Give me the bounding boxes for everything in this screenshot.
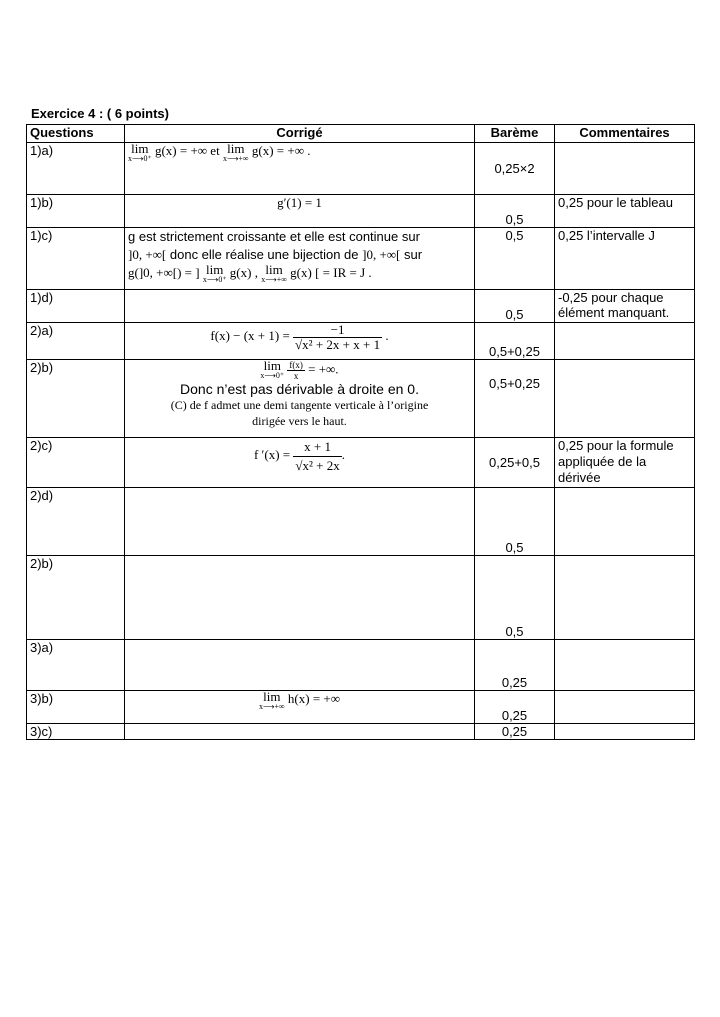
corrige-line: (C) de f admet une demi tangente verticale à l’origine [170,398,429,412]
comment-cell: -0,25 pour chaque élément manquant. [555,290,695,323]
header-corrige: Corrigé [125,125,475,143]
comment-cell [555,724,695,740]
corrige-cell [125,360,475,438]
corrige-cell [125,323,475,360]
table-row [27,640,695,691]
bareme-cell: 0,5 [475,488,555,556]
corrige-math: lim x⟶0⁺ g(x) = +∞ et lim x⟶+∞ g(x) = +∞ . [128,142,311,163]
exercise-title: Exercice 4 : ( 6 points) [31,106,169,121]
header-questions: Questions [27,125,125,143]
fraction: $\frac{f(x)}{x}$ [289,360,303,381]
corrige-cell [125,488,475,556]
question-label: 2)d) [27,488,125,556]
grading-table [26,124,695,740]
bareme-cell: 0,25 [475,724,555,740]
bareme-cell: 0,5+0,25 [475,360,555,438]
comment-cell: 0,25 pour la formule appliquée de la dérivée [555,438,695,488]
limit-operator: lim x⟶+∞ [261,262,287,284]
question-label: 3)c) [27,724,125,740]
comment-cell [555,143,695,195]
limit-operator: lim x⟶0⁺ [260,359,285,380]
corrige-cell [125,143,475,195]
bareme-cell: 0,25 [475,640,555,691]
table-row [27,228,695,290]
comment-cell [555,556,695,640]
corrige-math: g′(1) = 1 [277,195,322,210]
table-row [27,195,695,228]
question-label: 3)b) [27,691,125,724]
comment-cell: 0,25 l’intervalle J [555,228,695,290]
bareme-cell: 0,25 [475,691,555,724]
corrige-cell [125,228,475,290]
question-label: 1)a) [27,143,125,195]
limit-operator: lim x⟶+∞ [258,690,285,711]
table-row [27,143,695,195]
comment-cell: 0,25 pour le tableau [555,195,695,228]
bareme-cell: 0,5 [475,556,555,640]
comment-cell [555,691,695,724]
corrige-math: f ′(x) = $\frac{x + 1}{\text{√x² + 2x}}$ . [253,439,346,473]
limit-operator: lim x⟶0⁺ [202,262,227,284]
limit-operator: lim x⟶+∞ [222,142,249,163]
question-label: 1)b) [27,195,125,228]
question-label: 2)a) [27,323,125,360]
corrige-math: f(x) − (x + 1) = $\frac{-1}{\text{√x² + 2x + x + 1}}$ . [210,322,389,352]
limit-operator: lim x⟶0⁺ [128,142,152,163]
corrige-math: lim x⟶+∞ h(x) = +∞ [258,690,341,711]
fraction: $\frac{x + 1}{\text{√x² + 2x}}$ [295,439,340,473]
question-label: 1)c) [27,228,125,290]
corrige-cell [125,640,475,691]
corrige-math: lim x⟶0⁺ $\frac{f(x)}{x}$ = +∞. [260,359,339,381]
corrige-line: dirigée vers le haut. [252,414,347,428]
question-label: 2)b) [27,360,125,438]
table-row [27,438,695,488]
bareme-cell: 0,25×2 [475,143,555,195]
corrige-cell [125,556,475,640]
question-label: 1)d) [27,290,125,323]
corrige-line: Donc n’est pas dérivable à droite en 0. [180,381,419,397]
fraction: $\frac{-1}{\text{√x² + 2x + x + 1}}$ [295,322,381,352]
bareme-cell: 0,25+0,5 [475,438,555,488]
table-row [27,360,695,438]
question-label: 2)c) [27,438,125,488]
table-row [27,556,695,640]
corrige-math: g(]0, +∞[) = ] lim x⟶0⁺ g(x) , lim x⟶+∞ g(x) [ = IR = J . [128,262,372,284]
corrige-cell [125,691,475,724]
table-row [27,724,695,740]
comment-cell [555,360,695,438]
table-row [27,290,695,323]
corrige-line: ]0, +∞[ donc elle réalise une bijection de ]0, +∞[ sur [128,247,423,262]
corrige-cell [125,290,475,323]
corrige-line: g est strictement croissante et elle est continue sur [128,229,420,244]
header-commentaires: Commentaires [555,125,695,143]
corrige-cell [125,438,475,488]
table-row [27,323,695,360]
comment-cell [555,488,695,556]
table-row [27,488,695,556]
corrige-cell [125,724,475,740]
question-label: 3)a) [27,640,125,691]
header-bareme: Barème [475,125,555,143]
comment-cell [555,323,695,360]
header-row [27,125,695,143]
table-row [27,691,695,724]
corrige-cell [125,195,475,228]
comment-cell [555,640,695,691]
bareme-cell: 0,5+0,25 [475,323,555,360]
question-label: 2)b) [27,556,125,640]
bareme-cell: 0,5 [475,195,555,228]
bareme-cell: 0,5 [475,290,555,323]
bareme-cell: 0,5 [475,228,555,290]
